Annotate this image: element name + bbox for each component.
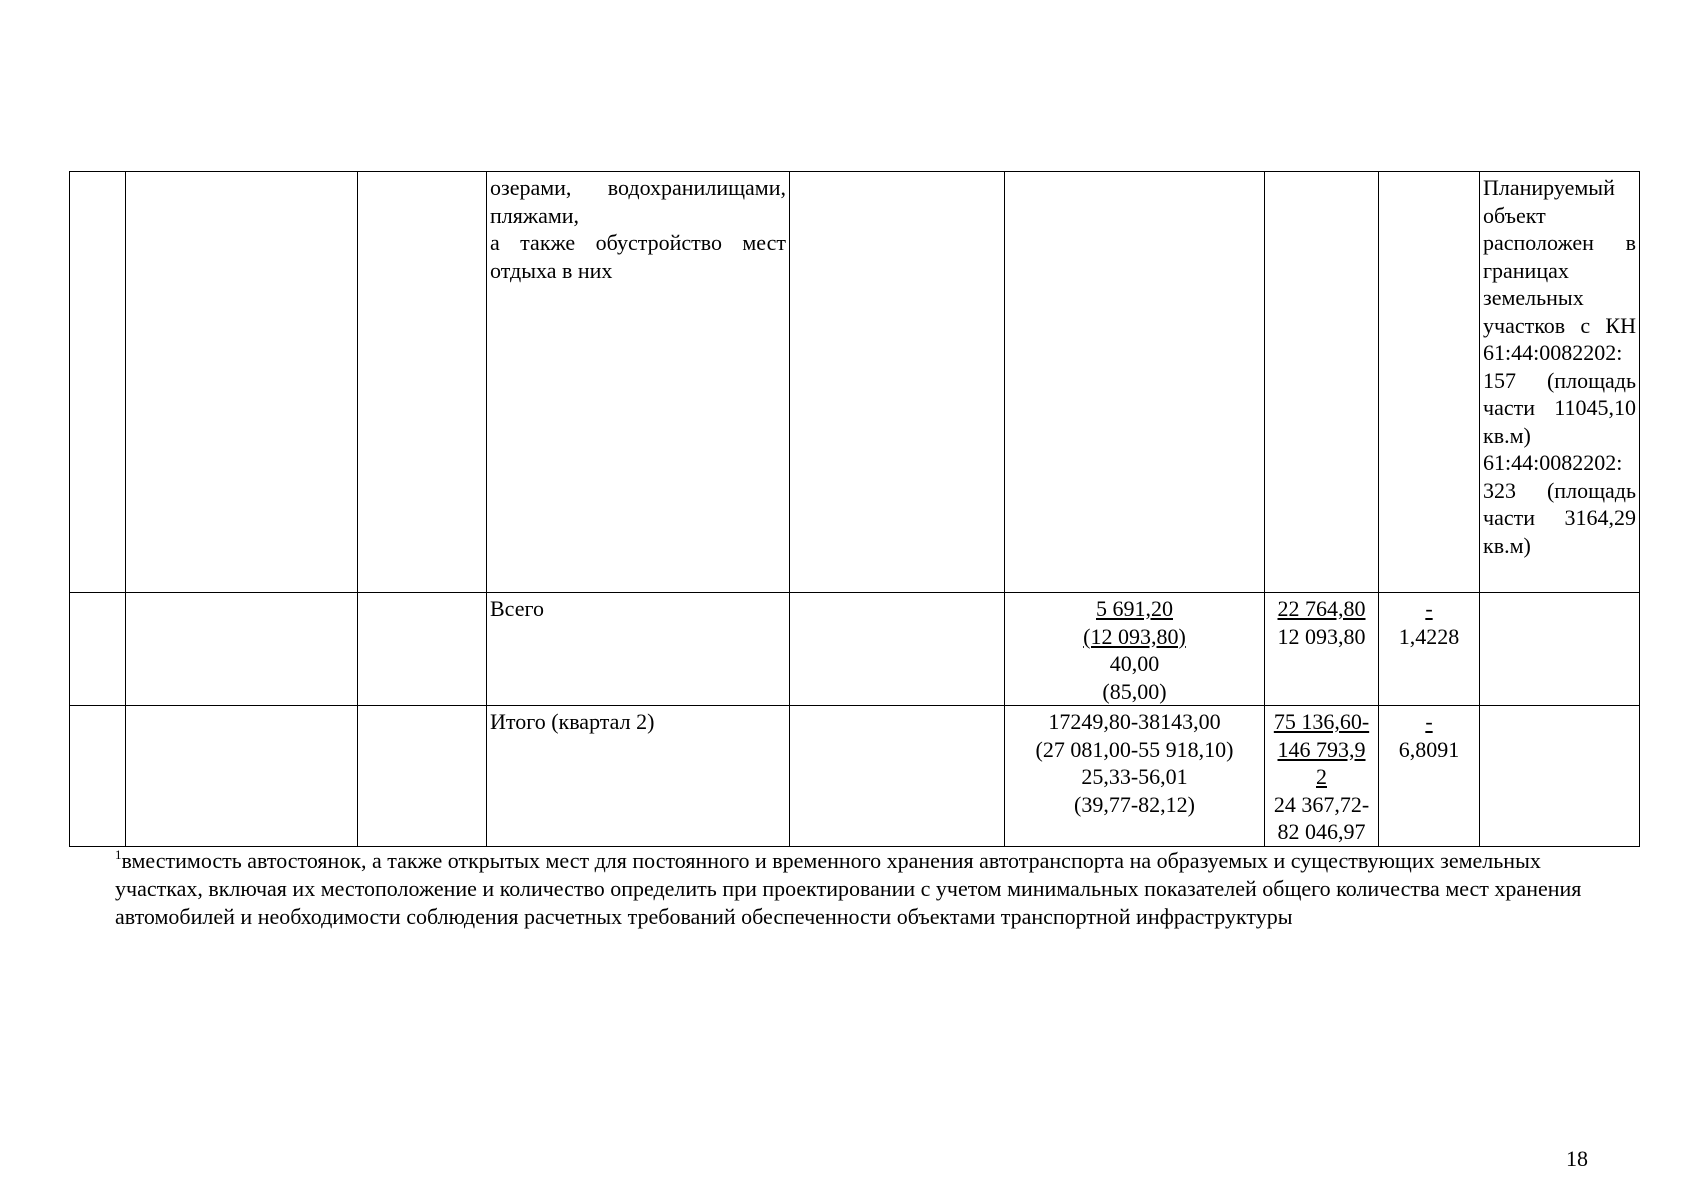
cell-text: (39,77-82,12) [1074, 791, 1195, 817]
table-cell [1480, 706, 1640, 847]
data-table [69, 171, 1640, 847]
footnote [115, 847, 1595, 931]
table-cell [1379, 706, 1480, 847]
cell-text: 17249,80-38143,00 [1048, 709, 1221, 734]
cell-text: а также обустройство мест отдыха в них [490, 230, 786, 283]
table-cell [126, 706, 358, 847]
table-cell [126, 172, 358, 593]
cell-text: Планируемый объект расположен в границах земельных участков с КН 61:44:0082202: 157 (площадь части 11045,10 кв.м) 61:44:0082202: 323 (площадь части 3164,29 кв.м) [1483, 175, 1636, 558]
table-cell [790, 706, 1005, 847]
cell-text: 5 691,20 [1096, 596, 1173, 621]
cell-text: 12 093,80 [1277, 623, 1366, 649]
footnote-marker: 1 [115, 847, 122, 862]
table-cell [70, 593, 126, 706]
table-cell [790, 593, 1005, 706]
cell-text: 2 [1316, 764, 1327, 789]
table-cell [1265, 172, 1379, 593]
table-cell [1379, 172, 1480, 593]
table-cell [1005, 706, 1265, 847]
cell-text: 6,8091 [1398, 736, 1460, 762]
table-cell [70, 706, 126, 847]
cell-text: 25,33-56,01 [1081, 764, 1188, 789]
table-cell [1480, 172, 1640, 593]
cell-text: 40,00 [1109, 651, 1160, 676]
cell-text: 24 367,72- [1273, 791, 1370, 817]
table-cell [1005, 593, 1265, 706]
cell-text: - [1425, 709, 1433, 734]
table-cell [1480, 593, 1640, 706]
table-cell [358, 593, 487, 706]
cell-text: - [1425, 596, 1433, 621]
page-number: 18 [1566, 1146, 1588, 1171]
cell-text: (12 093,80) [1083, 623, 1186, 649]
table-cell [358, 172, 487, 593]
table-cell [790, 172, 1005, 593]
table-cell [70, 172, 126, 593]
table-cell [126, 593, 358, 706]
cell-text: Всего [490, 596, 544, 621]
table-cell [487, 706, 790, 847]
table-cell [1265, 706, 1379, 847]
table-cell [487, 172, 790, 593]
cell-text: 22 764,80 [1277, 596, 1366, 621]
table-cell [358, 706, 487, 847]
cell-text: озерами, водохранилищами, пляжами, [490, 175, 786, 228]
table-cell [487, 593, 790, 706]
cell-text: 146 793,9 [1277, 736, 1366, 762]
table-row [70, 706, 1640, 847]
table-cell [1379, 593, 1480, 706]
cell-text: 1,4228 [1398, 623, 1460, 649]
table-row [70, 172, 1640, 593]
cell-text: Итого (квартал 2) [490, 709, 655, 734]
table-cell [1265, 593, 1379, 706]
cell-text: (27 081,00-55 918,10) [1035, 736, 1234, 762]
table-row [70, 593, 1640, 706]
footnote-text: вместимость автостоянок, а также открытых мест для постоянного и временного хранения автотранспорта на образуемых и существующих земельных участках, включая их местоположение и количество определить при проектировании с учетом минимальных показателей общего количества мест хранения автомобилей и необходимости соблюдения расчетных требований обеспеченности объектами транспортной инфраструктуры [115, 848, 1582, 929]
cell-text: 82 046,97 [1277, 819, 1366, 844]
cell-text: (85,00) [1102, 678, 1167, 704]
cell-text: 75 136,60- [1273, 709, 1370, 734]
table-cell [1005, 172, 1265, 593]
